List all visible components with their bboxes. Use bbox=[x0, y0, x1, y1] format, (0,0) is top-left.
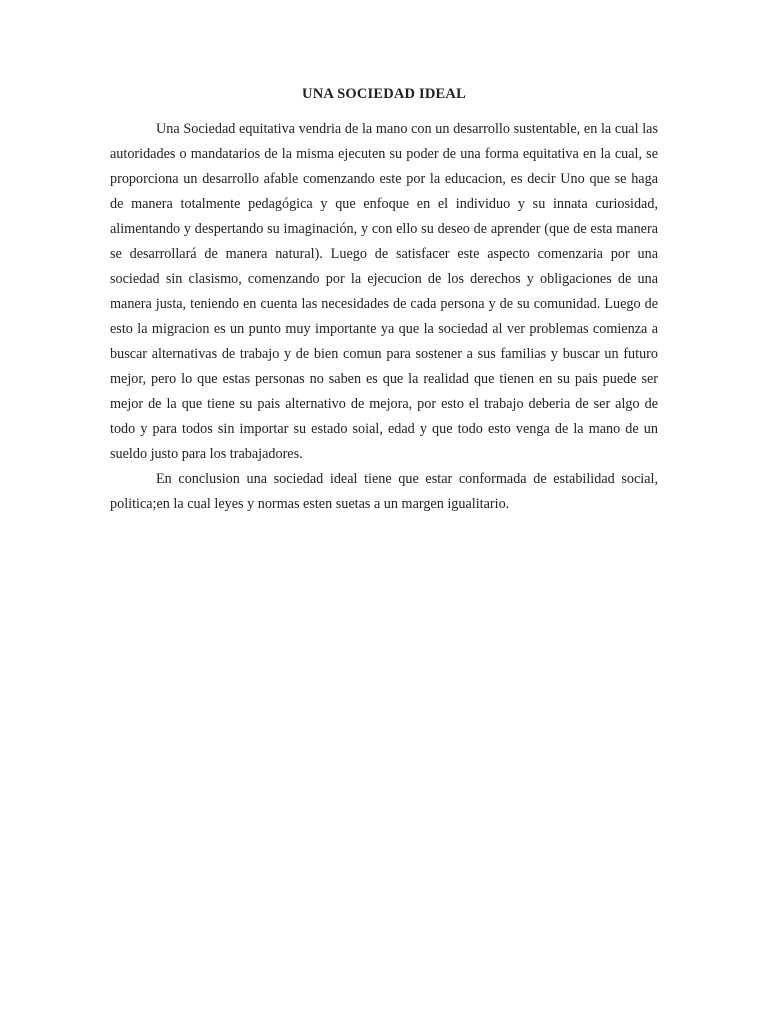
document-body bbox=[110, 82, 658, 517]
paragraph-conclusion: En conclusion una sociedad ideal tiene que estar conformada de estabilidad social, politica;en la cual leyes y normas esten suetas a un margen igualitario. bbox=[110, 471, 658, 512]
paragraph-intro: Una Sociedad equitativa vendria de la mano con un desarrollo sustentable, en la cual las autoridades o mandatarios de la misma ejecuten su poder de una forma equitativa en la cual, se proporciona un desarrollo afable comenzando este por la educacion, es decir Uno que se haga de manera totalmente pedagógica y que enfoque en el individuo y su innata curiosidad, alimentando y despertando su imaginación, y con ello su deseo de aprender (que de esta manera se desarrollará de manera natural). Luego de satisfacer este aspecto comenzaria por una sociedad sin clasismo, comenzando por la ejecucion de los derechos y obligaciones de una manera justa, teniendo en cuenta las necesidades de cada persona y de su comunidad. Luego de esto la migracion es un punto muy importante ya que la sociedad al ver problemas comienza a buscar alternativas de trabajo y de bien comun para sostener a sus familias y buscar un futuro mejor, pero lo que estas personas no saben es que la realidad que tienen en su pais puede ser mejor de la que tiene su pais alternativo de mejora, por esto el trabajo deberia de ser algo de todo y para todos sin importar su estado soial, edad y que todo esto venga de la mano de un sueldo justo para los trabajadores. bbox=[110, 121, 658, 462]
document-title: UNA SOCIEDAD IDEAL bbox=[302, 86, 466, 102]
